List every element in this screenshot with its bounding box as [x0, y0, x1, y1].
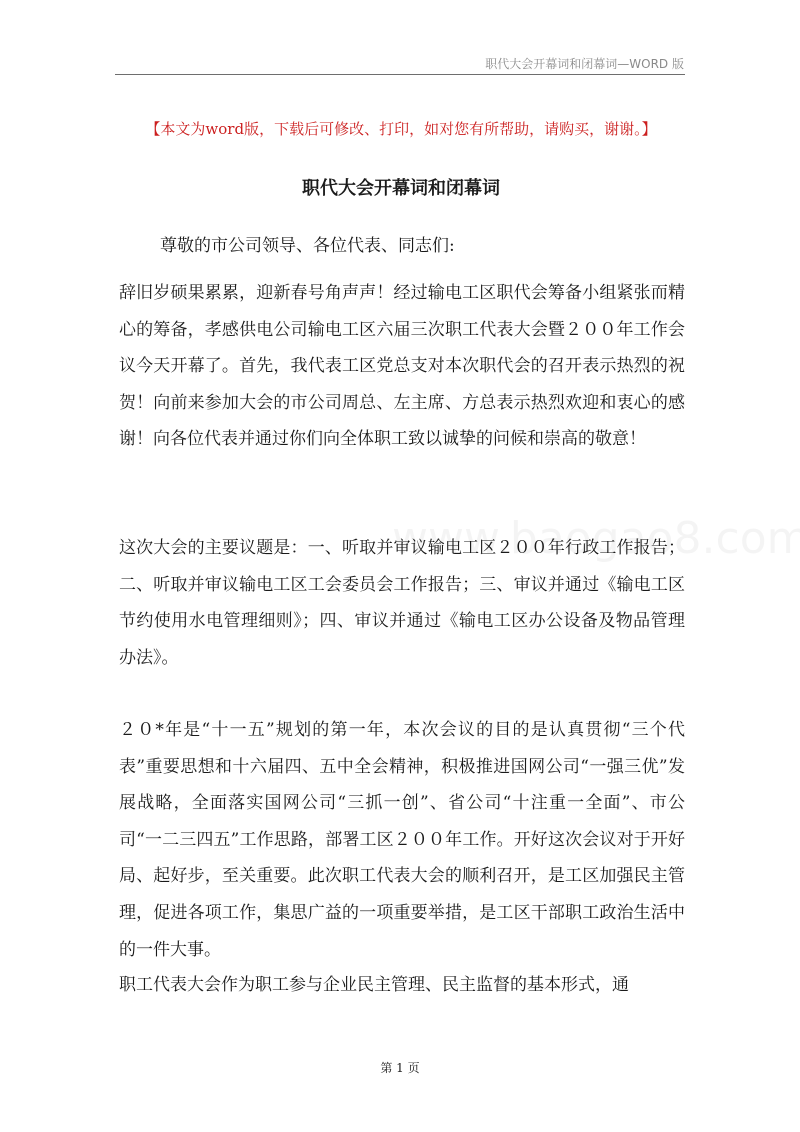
paragraph-3: ２０*年是“十一五”规划的第一年，本次会议的目的是认真贯彻“三个代表”重要思想和十六届四、五中全会精神，积极推进国网公司“一强三优”发展战略，全面落实国网公司“三抓一创”、省公司“十注重一全面”、市公司“一二三四五”工作思路，部署工区２００年工作。开好这次会议对于开好局、起好步，至关重要。此次职工代表大会的顺利召开，是工区加强民主管理，促进各项工作，集思广益的一项重要举措，是工区干部职工政治生活中的一件大事。	[119, 720, 685, 960]
purchase-notice: 【本文为word版，下载后可修改、打印，如对您有所帮助，请购买，谢谢。】	[145, 120, 657, 138]
document-title: 职代大会开幕词和闭幕词	[302, 178, 500, 199]
page-number: 第 1 页	[380, 1061, 420, 1075]
paragraph-2: 这次大会的主要议题是：一、听取并审议输电工区２００年行政工作报告；二、听取并审议输电工区工会委员会工作报告；三、审议并通过《输电工区节约使用水电管理细则》；四、审议并通过《输电工区办公设备及物品管理办法》。	[119, 538, 685, 668]
salutation: 尊敬的市公司领导、各位代表、同志们:	[160, 236, 455, 256]
running-header: 职代大会开幕词和闭幕词—WORD 版	[485, 57, 684, 71]
paragraph-1: 辞旧岁硕果累累，迎新春号角声声！经过输电工区职代会筹备小组紧张而精心的筹备，孝感供电公司输电工区六届三次职工代表大会暨２００年工作会议今天开幕了。首先，我代表工区党总支对本次职代会的召开表示热烈的祝贺！向前来参加大会的市公司周总、左主席、方总表示热烈欢迎和衷心的感谢！向各位代表并通过你们向全体职工致以诚挚的问候和崇高的敬意！	[119, 283, 685, 450]
paragraph-4: 职工代表大会作为职工参与企业民主管理、民主监督的基本形式，通	[119, 975, 629, 995]
header-divider	[115, 74, 685, 75]
